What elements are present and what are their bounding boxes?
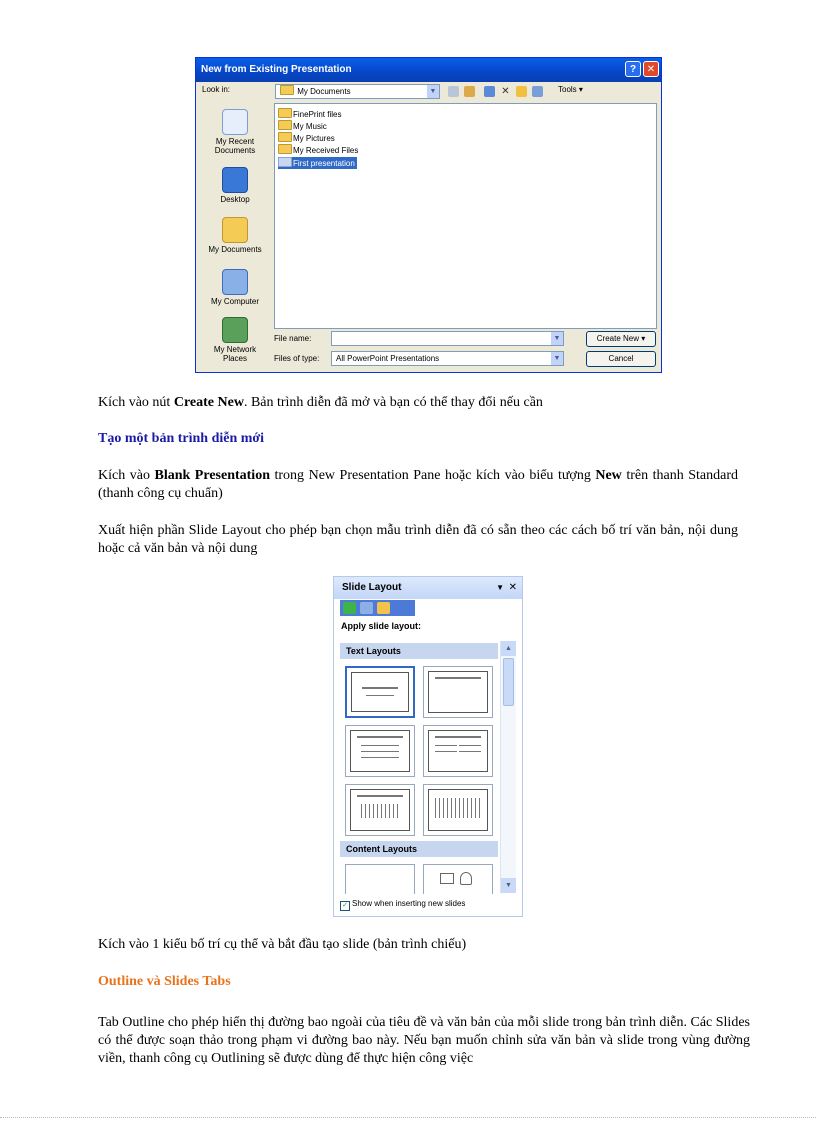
table-icon <box>440 873 454 884</box>
paragraph-2 <box>98 467 738 503</box>
file-label: FinePrint files <box>293 110 342 119</box>
tools-menu[interactable]: Tools ▾ <box>558 85 583 94</box>
file-name-label: File name: <box>274 334 312 343</box>
layout-line <box>362 687 398 689</box>
files-of-type-select[interactable] <box>331 351 564 366</box>
layout-title-content[interactable] <box>423 864 493 894</box>
place-my-documents[interactable] <box>201 217 269 254</box>
file-name-input[interactable] <box>331 331 564 346</box>
slide-layout-pane <box>333 576 523 917</box>
place-label: Desktop <box>220 195 250 204</box>
files-of-type-label: Files of type: <box>274 354 320 363</box>
layout-line <box>459 745 481 746</box>
folder-icon <box>278 132 292 142</box>
forward-icon[interactable] <box>360 602 373 614</box>
list-item[interactable] <box>278 144 360 156</box>
place-my-computer[interactable] <box>201 269 269 306</box>
list-item[interactable] <box>278 108 343 120</box>
paragraph-5: Tab Outline cho phép hiển thị đường bao ngoài của tiêu đề và văn bản của mỗi slide trong bản trình diễn. Các Slides có thể được soạn thảo trong phạm vi đường bao này. Nếu bạn muốn chỉnh sửa văn bản và slide trong vùng đường viền, thanh công cụ Outlining sẽ được dùng để thực hiện công việc <box>98 1015 750 1066</box>
layout-frame <box>428 671 488 713</box>
help-button[interactable]: ? <box>625 61 641 77</box>
layout-blank[interactable] <box>345 864 415 894</box>
heading-outline-slides-tabs: Outline và Slides Tabs <box>98 974 231 989</box>
text-run: trên thanh Standard (thanh công cụ chuẩn) <box>98 468 738 501</box>
folder-icon <box>278 108 292 118</box>
layout-line <box>361 804 399 818</box>
chevron-down-icon[interactable]: ▼ <box>427 85 439 98</box>
section-text-layouts: Text Layouts <box>340 643 498 659</box>
tools-label: Tools <box>558 85 577 94</box>
layout-line <box>435 745 457 746</box>
show-when-inserting-checkbox[interactable] <box>340 899 465 911</box>
delete-icon[interactable]: ✕ <box>501 86 510 97</box>
layout-frame <box>428 789 488 831</box>
layout-line <box>357 795 403 797</box>
checkbox-icon[interactable]: ✓ <box>340 901 350 911</box>
pane-close-icon[interactable]: ✕ <box>508 582 517 593</box>
new-folder-icon[interactable] <box>516 86 527 97</box>
places-bar <box>201 103 269 371</box>
my-computer-icon <box>222 269 248 295</box>
up-folder-icon[interactable] <box>464 86 475 97</box>
heading-new-presentation: Tạo một bản trình diễn mới <box>98 431 265 446</box>
folder-icon <box>278 120 292 130</box>
close-button[interactable]: ✕ <box>643 61 659 77</box>
file-label: First presentation <box>293 159 355 168</box>
new-from-existing-dialog <box>195 57 662 373</box>
layout-line <box>459 751 481 752</box>
place-label: My Documents <box>208 245 262 254</box>
file-label: My Pictures <box>293 134 335 143</box>
chevron-down-icon[interactable]: ▼ <box>551 332 563 345</box>
network-places-icon <box>222 317 248 343</box>
my-documents-icon <box>222 217 248 243</box>
layout-title-only[interactable] <box>423 666 493 718</box>
layout-line <box>435 798 481 818</box>
chevron-down-icon[interactable]: ▼ <box>551 352 563 365</box>
pane-title: Slide Layout <box>342 582 402 593</box>
layout-line <box>361 751 399 752</box>
paragraph-1 <box>98 394 738 412</box>
text-run: Kích vào nút <box>98 395 174 410</box>
back-icon[interactable] <box>343 602 356 614</box>
layout-two-column-text[interactable] <box>423 725 493 777</box>
layout-line <box>361 757 399 758</box>
layout-frame <box>350 789 410 831</box>
look-in-label: Look in: <box>202 85 231 94</box>
scroll-thumb[interactable] <box>503 658 514 706</box>
file-list[interactable] <box>274 103 657 329</box>
bold-run: Create New <box>173 395 244 410</box>
layout-title-text[interactable] <box>345 725 415 777</box>
bold-run: New <box>595 468 622 483</box>
file-label: My Received Files <box>293 146 359 155</box>
place-network[interactable] <box>201 317 269 363</box>
text-run: Kích vào <box>98 468 155 483</box>
scroll-down-icon[interactable]: ▼ <box>501 878 516 893</box>
cancel-button[interactable]: Cancel <box>586 351 656 367</box>
text-run: . Bản trình diễn đã mở và bạn có thể thay đổi nếu cần <box>243 395 543 410</box>
checkbox-label: Show when inserting new slides <box>352 899 466 908</box>
create-new-button[interactable]: Create New ▾ <box>586 331 656 347</box>
list-item-selected[interactable] <box>278 157 357 169</box>
layout-frame <box>350 730 410 772</box>
layout-frame <box>351 672 409 712</box>
dialog-title-bar <box>196 58 661 82</box>
pane-scrollbar[interactable] <box>500 641 516 893</box>
list-item[interactable] <box>278 132 337 144</box>
place-desktop[interactable] <box>201 167 269 204</box>
place-label: My Network Places <box>213 345 257 363</box>
file-label: My Music <box>293 122 327 131</box>
place-label: My Computer <box>210 297 259 306</box>
views-icon[interactable] <box>532 86 543 97</box>
layout-vertical-title-text[interactable] <box>423 784 493 836</box>
dialog-title: New from Existing Presentation <box>201 64 352 75</box>
layout-line <box>435 736 481 738</box>
pane-title-bar <box>334 577 522 599</box>
bold-run: Blank Presentation <box>154 468 270 483</box>
desktop-icon <box>222 167 248 193</box>
apply-layout-label: Apply slide layout: <box>341 621 422 631</box>
look-in-combo[interactable] <box>275 84 440 99</box>
paragraph-4: Kích vào 1 kiểu bố trí cụ thể và bắt đầu tạo slide (bản trình chiếu) <box>98 937 467 952</box>
pane-menu-icon[interactable]: ▼ <box>496 583 504 592</box>
layout-line <box>366 695 394 696</box>
presentation-icon <box>278 157 292 167</box>
scroll-up-icon[interactable]: ▲ <box>501 641 516 656</box>
folder-icon <box>280 85 294 95</box>
page-divider <box>0 1117 816 1118</box>
back-icon[interactable] <box>448 86 459 97</box>
list-item[interactable] <box>278 120 329 132</box>
layout-line <box>357 736 403 738</box>
files-of-type-value: All PowerPoint Presentations <box>336 354 440 363</box>
layout-line <box>435 677 481 679</box>
layout-title-slide[interactable] <box>345 666 415 718</box>
layout-line <box>361 745 399 746</box>
layout-frame <box>428 730 488 772</box>
home-icon[interactable] <box>377 602 390 614</box>
folder-icon <box>278 144 292 154</box>
place-label: My Recent Documents <box>214 137 256 155</box>
look-in-value: My Documents <box>297 87 351 96</box>
text-run: trong New Presentation Pane hoặc kích vào biểu tượng <box>269 468 596 483</box>
paragraph-3: Xuất hiện phần Slide Layout cho phép bạn chọn mẫu trình diễn đã có sẵn theo các cách bố trí văn bản, nội dung hoặc cả văn bản và nội dung <box>98 523 738 556</box>
layout-title-vertical-text[interactable] <box>345 784 415 836</box>
section-content-layouts: Content Layouts <box>340 841 498 857</box>
pane-nav-bar <box>340 600 415 616</box>
search-web-icon[interactable] <box>484 86 495 97</box>
place-recent[interactable] <box>201 109 269 155</box>
layout-line <box>435 751 457 752</box>
recent-documents-icon <box>222 109 248 135</box>
clip-art-icon <box>460 872 472 885</box>
create-new-label: Create New <box>596 334 639 343</box>
